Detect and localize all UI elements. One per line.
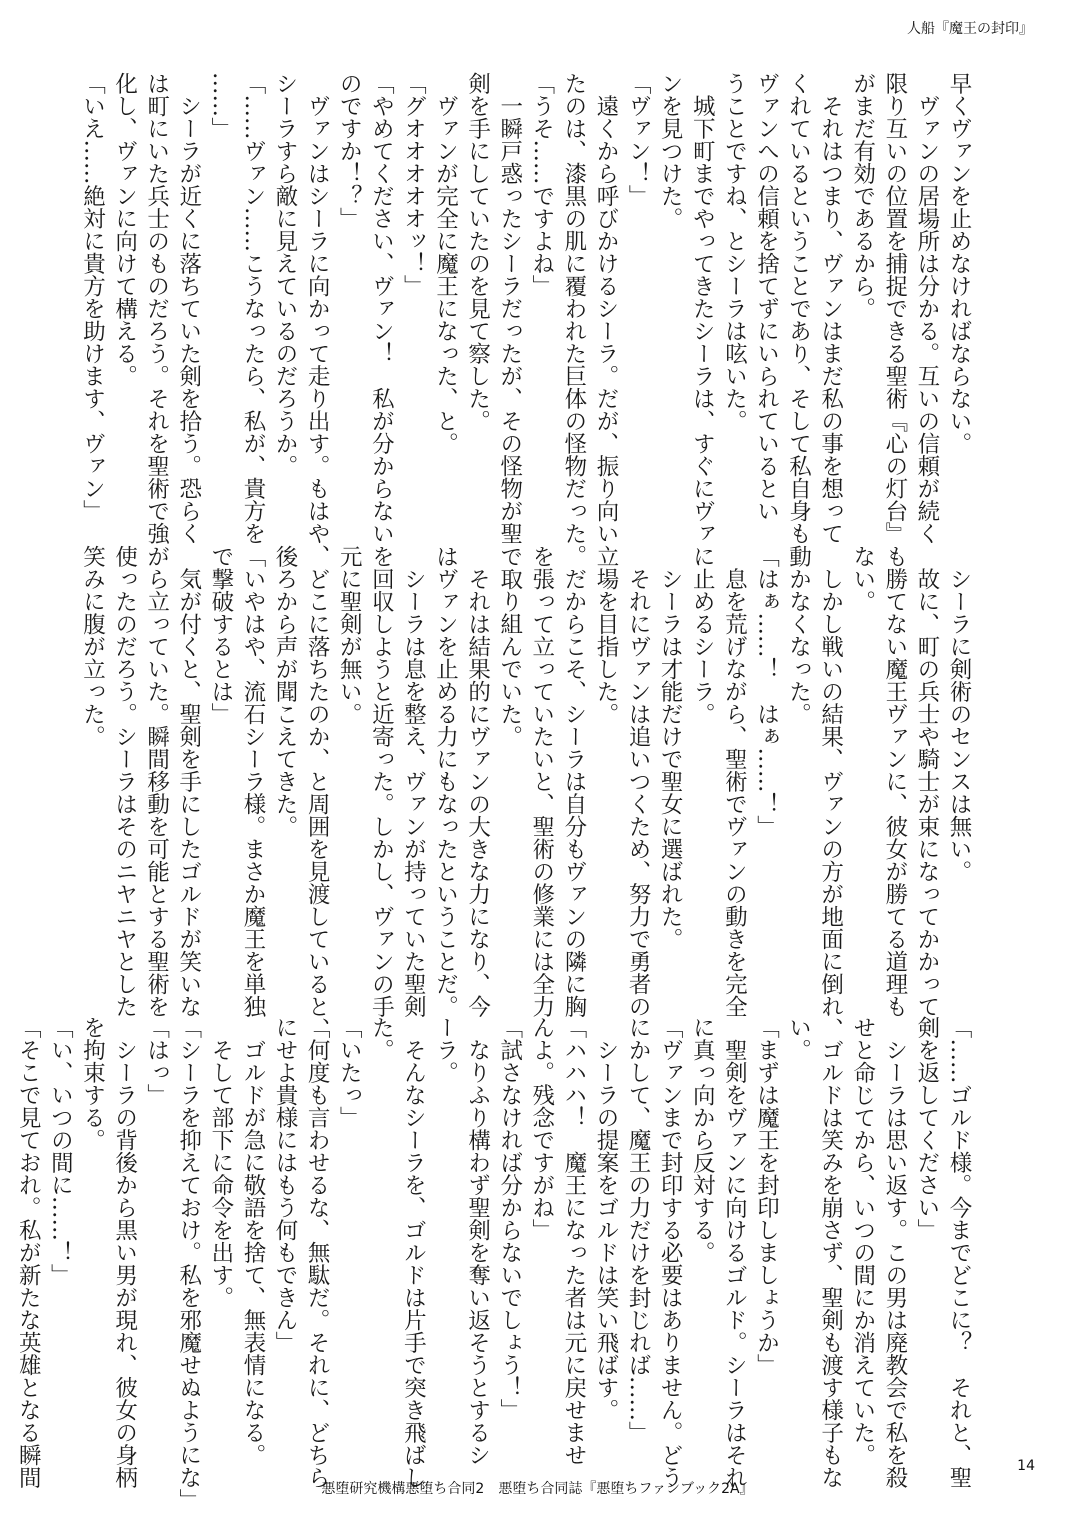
footer-book-title: 悪堕研究機構悪堕ち合同2 悪堕ち合同誌『悪堕ちファンブック2A』 [321,1481,754,1497]
text-line: を回収しようと近寄った。しかし、ヴァンの手 [368,545,395,1018]
text-line: も勝てない魔王ヴァンに、彼女が勝てる道理も [881,545,908,1018]
text-line: たのは、漆黒の肌に覆われた巨体の怪物だった。 [560,72,587,567]
text-line: にかして、魔王の力だけを封じれば……」 [625,1016,652,1444]
page-number: 14 [1017,1458,1035,1474]
text-line: 「……ヴァン……こうなったら、私が、貴方を [239,72,266,545]
text-line: ……」 [207,72,234,140]
text-line: うことですね、とシーラは呟いた。 [721,72,748,432]
text-band-1 [79,72,975,567]
text-line: 「うそ……ですよね」 [528,72,555,297]
text-line: 後ろから声が聞こえてきた。 [272,545,299,838]
text-line: ない。 [849,545,876,613]
running-header-title: 人船『魔王の封印』 [907,21,1033,37]
text-line: それにヴァンは追いつくため、努力で勇者の [625,545,652,1018]
text-line: 「ヴァンまで封印する必要はありません。どう [657,1016,684,1489]
text-line: に止めるシーラ。 [689,545,716,725]
text-line: い。 [785,1016,812,1061]
text-line: 城下町までやってきたシーラは、すぐにヴァ [689,72,716,545]
text-line: 聖剣をヴァンに向けるゴルド。シーラはそれ [721,1016,748,1489]
text-line: なりふり構わず聖剣を奪い返そうとするシ [464,1016,491,1466]
text-line: ーラ。 [432,1016,459,1084]
text-line: 「ヴァン！」 [625,72,652,207]
text-line: 「まずは魔王を封印しましょうか」 [753,1016,780,1376]
text-line: ヴァンが完全に魔王になった、と。 [432,72,459,455]
text-line: 元に聖剣が無い。 [336,545,363,725]
text-line: 限り互いの位置を捕捉できる聖術『心の灯台』 [881,72,908,545]
text-line: 一瞬戸惑ったシーラだったが、その怪物が聖 [496,72,523,545]
text-line: ゴルドが急に敬語を捨て、無表情になる。 [239,1016,266,1466]
text-line: くれているということであり、そして私自身も [785,72,812,545]
text-line: を張って立っていたいと、聖術の修業には全力 [528,545,555,1018]
text-line: 「い、いつの間に……！」 [47,1016,74,1286]
text-line: シーラが近くに落ちていた剣を拾う。恐らく [175,72,202,545]
text-line: 「ハハハ！ 魔王になった者は元に戻せませ [560,1016,587,1466]
text-line: に真っ向から反対する。 [689,1016,716,1264]
text-line: 「何度も言わせるな、無駄だ。それに、どちら [304,1016,331,1489]
text-line: 故に、町の兵士や騎士が束になってかかって [913,545,940,1018]
text-line: にせよ貴様にはもう何もできん」 [272,1016,299,1354]
text-line: 「そこで見ておれ。私が新たな英雄となる瞬間 [15,1016,42,1489]
text-line: ヴァンの居場所は分かる。互いの信頼が続く [913,72,940,545]
text-line: シーラの提案をゴルドは笑い飛ばす。 [592,1016,619,1421]
text-band-2 [79,545,975,1040]
text-line: シーラは才能だけで聖女に選ばれた。 [657,545,684,950]
text-line: ゴルドは笑みを崩さず、聖剣も渡す様子もな [817,1016,844,1489]
text-line: がら立っていた。瞬間移動を可能とする聖術を [143,545,170,1018]
text-line: 「いやはや、流石シーラ様。まさか魔王を単独 [239,545,266,1018]
text-line: 「シーラを抑えておけ。私を邪魔せぬようにな」 [175,1016,202,1511]
text-line: シーラは息を整え、ヴァンが持っていた聖剣 [400,545,427,1018]
text-line: 早くヴァンを止めなければならない。 [946,72,972,455]
text-line: 「はぁ……！ はぁ……！」 [753,545,780,838]
text-line: 剣を返してください」 [913,1016,940,1241]
text-line: しかし戦いの結果、ヴァンの方が地面に倒れ、 [817,545,844,1040]
text-line: 「はっ」 [143,1016,170,1106]
text-line: そして部下に命令を出す。 [207,1016,234,1309]
text-line: 「試さなければ分からないでしょう！」 [496,1016,523,1421]
text-line: それはつまり、ヴァンはまだ私の事を想って [817,72,844,545]
text-line: んよ。残念ですがね」 [528,1016,555,1241]
text-line: がまだ有効であるから。 [849,72,876,320]
text-line: どこに落ちたのか、と周囲を見渡していると、 [304,545,331,1040]
text-line: 気が付くと、聖剣を手にしたゴルドが笑いな [175,545,202,1018]
text-line: 使ったのだろう。シーラはそのニヤニヤとした [111,545,138,1018]
text-line: シーラに剣術のセンスは無い。 [946,545,972,883]
text-line: シーラすら敵に見えているのだろうか。 [272,72,299,477]
text-line: 動かなくなった。 [785,545,812,725]
text-line: はヴァンを止める力にもなったということだ。 [432,545,459,1018]
text-line: シーラの背後から黒い男が現れ、彼女の身柄 [111,1016,138,1489]
text-line: 息を荒げながら、聖術でヴァンの動きを完全 [721,545,748,1018]
text-line: 立場を目指した。 [592,545,619,725]
text-line: 「いえ……絶対に貴方を助けます、ヴァン」 [79,72,106,522]
text-line: た。 [368,1016,395,1061]
text-line: で撃破するとは」 [207,545,234,725]
text-line: を拘束する。 [79,1016,106,1151]
text-line: せと命じてから、いつの間にか消えていた。 [849,1016,876,1466]
text-line: 「グオオオオオッ！」 [400,72,427,297]
text-line: ヴァンへの信頼を捨てずにいられているとい [753,72,780,522]
text-line: それは結果的にヴァンの大きな力になり、今 [464,545,491,1018]
text-line: 「いたっ」 [336,1016,363,1129]
text-line: 「……ゴルド様。今までどこに？ それと、聖 [946,1016,972,1489]
text-line: だからこそ、シーラは自分もヴァンの隣に胸 [560,545,587,1018]
text-line: 「やめてください、ヴァン！ 私が分からない [368,72,395,545]
text-line: 遠くから呼びかけるシーラ。だが、振り向い [592,72,619,545]
text-line: シーラは思い返す。この男は廃教会で私を殺 [881,1016,908,1489]
text-line: で取り組んでいた。 [496,545,523,748]
text-line: 笑みに腹が立った。 [79,545,106,748]
text-line: ンを見つけた。 [657,72,684,230]
text-line: ヴァンはシーラに向かって走り出す。もはや、 [304,72,331,567]
text-line: 化し、ヴァンに向けて構える。 [111,72,138,387]
text-line: 剣を手にしていたのを見て察した。 [464,72,491,432]
text-line: のですか！？」 [336,72,363,230]
text-line: は町にいた兵士のものだろう。それを聖術で強 [143,72,170,545]
text-line: そんなシーラを、ゴルドは片手で突き飛ばし [400,1016,427,1489]
